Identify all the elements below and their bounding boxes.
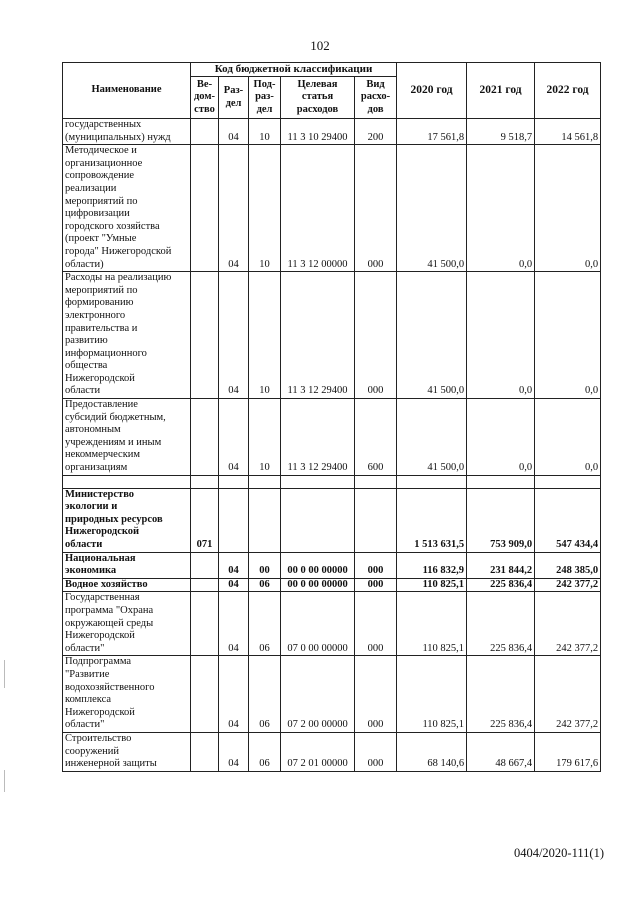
cell-name: Расходы на реализацию мероприятий по формированию электронного правительства и развитию информационного общества Нижегородской области <box>63 272 191 399</box>
cell-target-item <box>281 488 355 552</box>
cell-target-item: 00 0 00 00000 <box>281 578 355 592</box>
cell-razdel: 04 <box>219 119 249 145</box>
cell-amount-2021: 9 518,7 <box>467 119 535 145</box>
cell-amount-2022: 242 377,2 <box>535 656 601 733</box>
cell-name: Подпрограмма "Развитие водохозяйственного комплекса Нижегородской области" <box>63 656 191 733</box>
table-row <box>63 732 601 771</box>
cell-amount-2020: 17 561,8 <box>397 119 467 145</box>
cell-vedomstvo <box>191 592 219 656</box>
cell-target-item: 07 0 00 00000 <box>281 592 355 656</box>
cell-podrazdel: 10 <box>249 272 281 399</box>
cell-amount-2020: 41 500,0 <box>397 399 467 476</box>
cell-vedomstvo <box>191 732 219 771</box>
spacer-cell <box>467 475 535 488</box>
cell-amount-2020: 41 500,0 <box>397 145 467 272</box>
cell-razdel: 04 <box>219 592 249 656</box>
cell-expense-type: 600 <box>355 399 397 476</box>
table-row <box>63 145 601 272</box>
cell-amount-2022: 0,0 <box>535 399 601 476</box>
cell-podrazdel: 06 <box>249 732 281 771</box>
cell-razdel: 04 <box>219 732 249 771</box>
cell-expense-type: 000 <box>355 272 397 399</box>
cell-amount-2022: 179 617,6 <box>535 732 601 771</box>
header-vedomstvo: Ве- дом- ство <box>191 77 219 119</box>
table-header <box>63 63 601 119</box>
cell-vedomstvo <box>191 119 219 145</box>
cell-amount-2020: 110 825,1 <box>397 656 467 733</box>
cell-amount-2022: 0,0 <box>535 272 601 399</box>
spacer-cell <box>63 475 191 488</box>
cell-razdel: 04 <box>219 272 249 399</box>
cell-amount-2022: 248 385,0 <box>535 552 601 578</box>
document-code: 0404/2020-111(1) <box>513 846 604 860</box>
cell-podrazdel: 10 <box>249 399 281 476</box>
table-body <box>63 119 601 772</box>
cell-name: Водное хозяйство <box>63 578 191 592</box>
cell-razdel <box>219 488 249 552</box>
cell-amount-2021: 225 836,4 <box>467 656 535 733</box>
cell-expense-type: 000 <box>355 656 397 733</box>
cell-target-item: 11 3 10 29400 <box>281 119 355 145</box>
table-row <box>63 592 601 656</box>
cell-amount-2022: 547 434,4 <box>535 488 601 552</box>
spacer-cell <box>397 475 467 488</box>
cell-amount-2022: 14 561,8 <box>535 119 601 145</box>
header-podrazdel: Под- раз- дел <box>249 77 281 119</box>
cell-amount-2021: 48 667,4 <box>467 732 535 771</box>
table-row <box>63 475 601 488</box>
table-row <box>63 119 601 145</box>
cell-podrazdel: 06 <box>249 578 281 592</box>
cell-name: Предоставление субсидий бюджетным, автономным учреждениям и иным некоммерческим организациям <box>63 399 191 476</box>
cell-razdel: 04 <box>219 399 249 476</box>
cell-target-item: 07 2 01 00000 <box>281 732 355 771</box>
header-year-2022: 2022 год <box>535 63 601 119</box>
cell-expense-type: 200 <box>355 119 397 145</box>
budget-table <box>62 62 601 772</box>
cell-vedomstvo <box>191 578 219 592</box>
cell-vedomstvo: 071 <box>191 488 219 552</box>
cell-expense-type: 000 <box>355 578 397 592</box>
table-row <box>63 272 601 399</box>
spacer-cell <box>219 475 249 488</box>
spacer-cell <box>355 475 397 488</box>
cell-amount-2021: 753 909,0 <box>467 488 535 552</box>
page-number: 102 <box>310 38 330 53</box>
cell-expense-type: 000 <box>355 732 397 771</box>
scan-edge-mark <box>4 770 5 792</box>
cell-amount-2020: 1 513 631,5 <box>397 488 467 552</box>
spacer-cell <box>249 475 281 488</box>
cell-name: Методическое и организационное сопровождение реализации мероприятий по цифровизации городского хозяйства (проект "Умные города" Нижегородской области) <box>63 145 191 272</box>
spacer-cell <box>191 475 219 488</box>
cell-podrazdel: 06 <box>249 656 281 733</box>
header-name: Наименование <box>63 63 191 119</box>
scan-edge-mark <box>4 660 5 688</box>
cell-amount-2021: 231 844,2 <box>467 552 535 578</box>
header-expense-type: Вид расхо- дов <box>355 77 397 119</box>
cell-vedomstvo <box>191 272 219 399</box>
cell-amount-2020: 110 825,1 <box>397 578 467 592</box>
cell-expense-type <box>355 488 397 552</box>
cell-name: Строительство сооружений инженерной защиты <box>63 732 191 771</box>
spacer-cell <box>535 475 601 488</box>
cell-expense-type: 000 <box>355 592 397 656</box>
cell-amount-2022: 0,0 <box>535 145 601 272</box>
cell-amount-2022: 242 377,2 <box>535 578 601 592</box>
cell-amount-2021: 0,0 <box>467 399 535 476</box>
cell-amount-2022: 242 377,2 <box>535 592 601 656</box>
cell-podrazdel <box>249 488 281 552</box>
cell-name: Государственная программа "Охрана окружающей среды Нижегородской области" <box>63 592 191 656</box>
cell-expense-type: 000 <box>355 145 397 272</box>
header-razdel: Раз- дел <box>219 77 249 119</box>
header-target-item: Целевая статья расходов <box>281 77 355 119</box>
cell-target-item: 00 0 00 00000 <box>281 552 355 578</box>
cell-podrazdel: 06 <box>249 592 281 656</box>
cell-name: государственных (муниципальных) нужд <box>63 119 191 145</box>
cell-vedomstvo <box>191 552 219 578</box>
cell-razdel: 04 <box>219 145 249 272</box>
cell-vedomstvo <box>191 656 219 733</box>
table-row <box>63 399 601 476</box>
header-budget-code-group: Код бюджетной классификации <box>191 63 397 77</box>
cell-expense-type: 000 <box>355 552 397 578</box>
cell-target-item: 11 3 12 29400 <box>281 399 355 476</box>
cell-amount-2020: 116 832,9 <box>397 552 467 578</box>
cell-amount-2021: 225 836,4 <box>467 592 535 656</box>
cell-target-item: 07 2 00 00000 <box>281 656 355 733</box>
cell-podrazdel: 10 <box>249 145 281 272</box>
cell-name: Национальная экономика <box>63 552 191 578</box>
table-row <box>63 552 601 578</box>
cell-target-item: 11 3 12 00000 <box>281 145 355 272</box>
spacer-cell <box>281 475 355 488</box>
cell-amount-2020: 68 140,6 <box>397 732 467 771</box>
table-row <box>63 488 601 552</box>
cell-vedomstvo <box>191 399 219 476</box>
cell-podrazdel: 00 <box>249 552 281 578</box>
table-row <box>63 656 601 733</box>
cell-amount-2021: 0,0 <box>467 272 535 399</box>
cell-name: Министерство экологии и природных ресурсов Нижегородской области <box>63 488 191 552</box>
table-row <box>63 578 601 592</box>
cell-razdel: 04 <box>219 578 249 592</box>
cell-razdel: 04 <box>219 656 249 733</box>
header-year-2021: 2021 год <box>467 63 535 119</box>
cell-amount-2021: 0,0 <box>467 145 535 272</box>
cell-podrazdel: 10 <box>249 119 281 145</box>
cell-amount-2020: 110 825,1 <box>397 592 467 656</box>
cell-target-item: 11 3 12 29400 <box>281 272 355 399</box>
header-year-2020: 2020 год <box>397 63 467 119</box>
cell-razdel: 04 <box>219 552 249 578</box>
cell-amount-2020: 41 500,0 <box>397 272 467 399</box>
cell-vedomstvo <box>191 145 219 272</box>
cell-amount-2021: 225 836,4 <box>467 578 535 592</box>
